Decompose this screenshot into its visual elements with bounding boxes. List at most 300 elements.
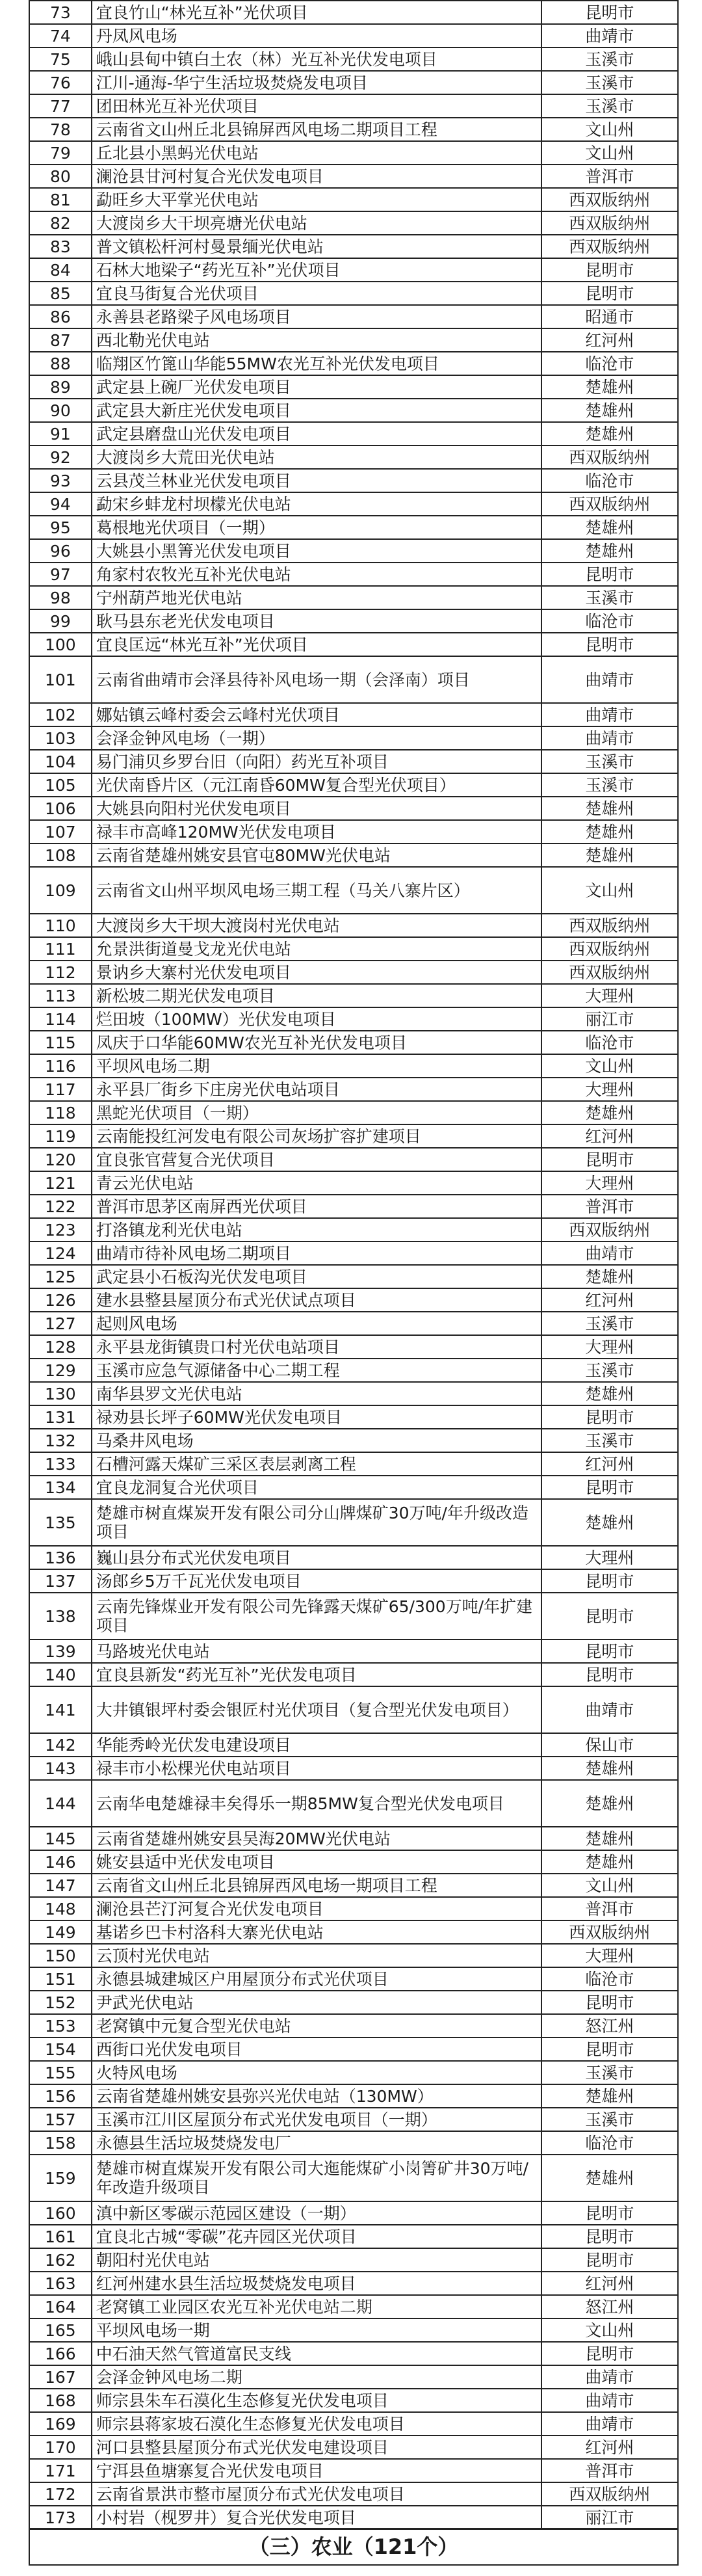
row-number: 164 — [29, 2295, 92, 2318]
table-row — [29, 1827, 678, 1850]
table-row — [29, 24, 678, 47]
table-row — [29, 258, 678, 282]
project-name: 马路坡光伏电站 — [92, 1640, 541, 1663]
project-location: 玉溪市 — [541, 586, 678, 609]
project-name: 楚雄市树直煤炭开发有限公司分山牌煤矿30万吨/年升级改造项目 — [92, 1499, 541, 1546]
table-row — [29, 2389, 678, 2412]
section-table — [29, 2528, 679, 2566]
row-number: 77 — [29, 94, 92, 118]
table-row — [29, 961, 678, 984]
project-name: 尹武光伏电站 — [92, 1991, 541, 2014]
project-location: 楚雄州 — [541, 843, 678, 867]
project-location: 临沧市 — [541, 1031, 678, 1054]
table-row — [29, 1850, 678, 1874]
row-number: 137 — [29, 1569, 92, 1593]
project-location: 楚雄州 — [541, 1265, 678, 1288]
table-row — [29, 399, 678, 422]
project-name: 普洱市思茅区南屏西光伏项目 — [92, 1195, 541, 1218]
table-row — [29, 328, 678, 352]
project-location: 普洱市 — [541, 2459, 678, 2482]
project-location: 曲靖市 — [541, 2412, 678, 2436]
project-name: 永德县城建城区户用屋顶分布式光伏项目 — [92, 1967, 541, 1991]
table-row — [29, 1382, 678, 1405]
project-name: 云南先锋煤业开发有限公司先锋露天煤矿65/300万吨/年扩建项目 — [92, 1593, 541, 1640]
project-name: 朝阳村光伏电站 — [92, 2248, 541, 2272]
table-row — [29, 2108, 678, 2131]
project-name: 起则风电场 — [92, 1312, 541, 1335]
table-row — [29, 1031, 678, 1054]
row-number: 81 — [29, 188, 92, 211]
row-number: 92 — [29, 445, 92, 469]
table-row — [29, 1242, 678, 1265]
project-location: 楚雄州 — [541, 539, 678, 563]
row-number: 99 — [29, 609, 92, 633]
project-name: 滇中新区零碳示范园区建设（一期） — [92, 2201, 541, 2225]
table-row — [29, 141, 678, 165]
table-row — [29, 1405, 678, 1429]
project-name: 师宗县蒋家坡石漠化生态修复光伏发电项目 — [92, 2412, 541, 2436]
project-name: 打洛镇龙利光伏电站 — [92, 1218, 541, 1242]
row-number: 144 — [29, 1780, 92, 1827]
project-name: 老窝镇工业园区农光互补光伏电站二期 — [92, 2295, 541, 2318]
row-number: 155 — [29, 2061, 92, 2084]
project-location: 普洱市 — [541, 1195, 678, 1218]
project-location: 昆明市 — [541, 1405, 678, 1429]
project-location: 文山州 — [541, 1874, 678, 1897]
project-name: 禄劝县长坪子60MW光伏发电项目 — [92, 1405, 541, 1429]
project-name: 老窝镇中元复合型光伏电站 — [92, 2014, 541, 2038]
row-number: 87 — [29, 328, 92, 352]
project-location: 玉溪市 — [541, 1429, 678, 1452]
table-row — [29, 1944, 678, 1967]
project-location: 丽江市 — [541, 2506, 678, 2529]
table-row — [29, 2365, 678, 2389]
project-location: 楚雄州 — [541, 797, 678, 820]
table-row — [29, 1218, 678, 1242]
project-location: 红河州 — [541, 1288, 678, 1312]
row-number: 147 — [29, 1874, 92, 1897]
project-location: 昆明市 — [541, 1663, 678, 1686]
table-row — [29, 71, 678, 94]
project-location: 玉溪市 — [541, 1312, 678, 1335]
table-row — [29, 2459, 678, 2482]
project-name: 大渡岗乡大荒田光伏电站 — [92, 445, 541, 469]
project-name: 云南省文山州平坝风电场三期工程（马关八寨片区） — [92, 867, 541, 914]
row-number: 91 — [29, 422, 92, 445]
project-name: 云南华电楚雄禄丰矣得乐一期85MW复合型光伏发电项目 — [92, 1780, 541, 1827]
table-row — [29, 773, 678, 797]
table-row — [29, 1312, 678, 1335]
table-row — [29, 2248, 678, 2272]
row-number: 123 — [29, 1218, 92, 1242]
project-name: 勐旺乡大平掌光伏电站 — [92, 188, 541, 211]
table-row — [29, 2342, 678, 2365]
table-row — [29, 2038, 678, 2061]
project-location: 玉溪市 — [541, 1359, 678, 1382]
project-location: 昆明市 — [541, 282, 678, 305]
project-location: 玉溪市 — [541, 71, 678, 94]
table-row — [29, 1640, 678, 1663]
row-number: 88 — [29, 352, 92, 375]
project-location: 大理州 — [541, 1171, 678, 1195]
project-name: 宜良北古城“零碳”花卉园区光伏项目 — [92, 2225, 541, 2248]
project-name: 普文镇松杆河村曼景缅光伏电站 — [92, 235, 541, 258]
row-number: 166 — [29, 2342, 92, 2365]
table-row — [29, 563, 678, 586]
project-name: 火特风电场 — [92, 2061, 541, 2084]
row-number: 173 — [29, 2506, 92, 2529]
row-number: 84 — [29, 258, 92, 282]
row-number: 149 — [29, 1920, 92, 1944]
table-row — [29, 1569, 678, 1593]
project-location: 西双版纳州 — [541, 445, 678, 469]
table-row — [29, 633, 678, 656]
project-location: 临沧市 — [541, 469, 678, 492]
project-name: 黑蛇光伏项目（一期） — [92, 1101, 541, 1124]
table-row — [29, 1733, 678, 1757]
project-name: 姚安县适中光伏发电项目 — [92, 1850, 541, 1874]
project-name: 葛根地光伏项目（一期） — [92, 516, 541, 539]
row-number: 136 — [29, 1546, 92, 1569]
table-row — [29, 211, 678, 235]
project-location: 曲靖市 — [541, 1686, 678, 1733]
project-location: 昆明市 — [541, 1593, 678, 1640]
project-name: 勐宋乡蚌龙村坝檬光伏电站 — [92, 492, 541, 516]
row-number: 126 — [29, 1288, 92, 1312]
table-row — [29, 586, 678, 609]
project-name: 永平县厂街乡下庄房光伏电站项目 — [92, 1078, 541, 1101]
project-location: 红河州 — [541, 328, 678, 352]
table-row — [29, 1359, 678, 1382]
project-location: 大理州 — [541, 1078, 678, 1101]
project-location: 红河州 — [541, 2272, 678, 2295]
project-location: 昆明市 — [541, 563, 678, 586]
project-location: 普洱市 — [541, 1897, 678, 1920]
table-row — [29, 2084, 678, 2108]
table-row — [29, 352, 678, 375]
table-row — [29, 1757, 678, 1780]
row-number: 105 — [29, 773, 92, 797]
project-location: 文山州 — [541, 2318, 678, 2342]
table-row — [29, 797, 678, 820]
table-row — [29, 1101, 678, 1124]
project-name: 武定县磨盘山光伏发电项目 — [92, 422, 541, 445]
project-location: 文山州 — [541, 867, 678, 914]
table-row — [29, 656, 678, 703]
project-location: 西双版纳州 — [541, 492, 678, 516]
project-name: 团田林光互补光伏项目 — [92, 94, 541, 118]
project-name: 云南省楚雄州姚安县官屯80MW光伏电站 — [92, 843, 541, 867]
row-number: 121 — [29, 1171, 92, 1195]
project-name: 角家村农牧光互补光伏电站 — [92, 563, 541, 586]
project-location: 楚雄州 — [541, 516, 678, 539]
project-name: 云南省曲靖市会泽县待补风电场一期（会泽南）项目 — [92, 656, 541, 703]
row-number: 83 — [29, 235, 92, 258]
project-name: 丹凤风电场 — [92, 24, 541, 47]
table-row — [29, 539, 678, 563]
project-location: 临沧市 — [541, 2131, 678, 2155]
project-location: 西双版纳州 — [541, 937, 678, 961]
project-location: 昆明市 — [541, 633, 678, 656]
project-name: 云南省景洪市整市屋顶分布式光伏发电项目 — [92, 2482, 541, 2506]
project-location: 楚雄州 — [541, 1780, 678, 1827]
table-row — [29, 1874, 678, 1897]
table-row — [29, 305, 678, 328]
project-name: 宜良马街复合光伏项目 — [92, 282, 541, 305]
project-name: 华能秀岭光伏发电建设项目 — [92, 1733, 541, 1757]
project-location: 昆明市 — [541, 2342, 678, 2365]
row-number: 168 — [29, 2389, 92, 2412]
table-row — [29, 1054, 678, 1078]
table-row — [29, 282, 678, 305]
table-row — [29, 2272, 678, 2295]
project-location: 丽江市 — [541, 1007, 678, 1031]
project-location: 玉溪市 — [541, 94, 678, 118]
project-name: 大渡岗乡大干坝亮塘光伏电站 — [92, 211, 541, 235]
project-location: 红河州 — [541, 1452, 678, 1476]
row-number: 143 — [29, 1757, 92, 1780]
row-number: 104 — [29, 750, 92, 773]
project-location: 西双版纳州 — [541, 1218, 678, 1242]
table-row — [29, 188, 678, 211]
project-name: 西北勒光伏电站 — [92, 328, 541, 352]
project-name: 宁洱县鱼塘寨复合光伏发电项目 — [92, 2459, 541, 2482]
row-number: 159 — [29, 2155, 92, 2201]
table-row — [29, 2506, 678, 2529]
table-row — [29, 1897, 678, 1920]
row-number: 98 — [29, 586, 92, 609]
project-name: 凤庆于口华能60MW农光互补光伏发电项目 — [92, 1031, 541, 1054]
table-row — [29, 937, 678, 961]
project-location: 大理州 — [541, 984, 678, 1007]
project-name: 云顶村光伏电站 — [92, 1944, 541, 1967]
table-row — [29, 1967, 678, 1991]
project-name: 马桑井风电场 — [92, 1429, 541, 1452]
project-name: 云南能投红河发电有限公司灰场扩容扩建项目 — [92, 1124, 541, 1148]
project-name: 南华县罗文光伏电站 — [92, 1382, 541, 1405]
row-number: 75 — [29, 47, 92, 71]
section-title: （三）农业（121个） — [29, 2529, 678, 2565]
row-number: 131 — [29, 1405, 92, 1429]
project-name: 江川-通海-华宁生活垃圾焚烧发电项目 — [92, 71, 541, 94]
row-number: 167 — [29, 2365, 92, 2389]
project-name: 汤郎乡5万千瓦光伏发电项目 — [92, 1569, 541, 1593]
row-number: 117 — [29, 1078, 92, 1101]
table-row — [29, 165, 678, 188]
project-name: 云南省文山州丘北县锦屏西风电场一期项目工程 — [92, 1874, 541, 1897]
row-number: 78 — [29, 118, 92, 141]
project-location: 曲靖市 — [541, 24, 678, 47]
table-row — [29, 1593, 678, 1640]
project-location: 昆明市 — [541, 1569, 678, 1593]
project-name: 建水县整县屋顶分布式光伏试点项目 — [92, 1288, 541, 1312]
row-number: 134 — [29, 1476, 92, 1499]
project-location: 大理州 — [541, 1944, 678, 1967]
row-number: 73 — [29, 1, 92, 24]
project-location: 西双版纳州 — [541, 211, 678, 235]
project-location: 楚雄州 — [541, 1382, 678, 1405]
table-row — [29, 703, 678, 726]
project-name: 景讷乡大寨村光伏发电项目 — [92, 961, 541, 984]
project-name: 澜沧县芒汀河复合光伏发电项目 — [92, 1897, 541, 1920]
project-name: 禄丰市高峰120MW光伏发电项目 — [92, 820, 541, 843]
row-number: 103 — [29, 726, 92, 750]
row-number: 142 — [29, 1733, 92, 1757]
project-name: 会泽金钟风电场（一期） — [92, 726, 541, 750]
row-number: 118 — [29, 1101, 92, 1124]
row-number: 95 — [29, 516, 92, 539]
project-name: 娜姑镇云峰村委会云峰村光伏项目 — [92, 703, 541, 726]
row-number: 114 — [29, 1007, 92, 1031]
table-row — [29, 984, 678, 1007]
project-location: 西双版纳州 — [541, 2482, 678, 2506]
row-number: 130 — [29, 1382, 92, 1405]
row-number: 146 — [29, 1850, 92, 1874]
table-row — [29, 2225, 678, 2248]
project-location: 楚雄州 — [541, 1850, 678, 1874]
project-location: 玉溪市 — [541, 750, 678, 773]
project-name: 云南省楚雄州姚安县吴海20MW光伏电站 — [92, 1827, 541, 1850]
table-row — [29, 1171, 678, 1195]
project-name: 宜良县新发“药光互补”光伏发电项目 — [92, 1663, 541, 1686]
project-location: 昆明市 — [541, 1640, 678, 1663]
row-number: 132 — [29, 1429, 92, 1452]
project-location: 昆明市 — [541, 2201, 678, 2225]
table-row — [29, 2061, 678, 2084]
table-row — [29, 750, 678, 773]
project-location: 楚雄州 — [541, 2084, 678, 2108]
project-name: 易门浦贝乡罗台旧（向阳）药光互补项目 — [92, 750, 541, 773]
project-name: 云县茂兰林业光伏发电项目 — [92, 469, 541, 492]
table-row — [29, 726, 678, 750]
row-number: 112 — [29, 961, 92, 984]
project-location: 西双版纳州 — [541, 235, 678, 258]
row-number: 108 — [29, 843, 92, 867]
table-row — [29, 1007, 678, 1031]
table-row — [29, 1429, 678, 1452]
row-number: 145 — [29, 1827, 92, 1850]
row-number: 133 — [29, 1452, 92, 1476]
project-location: 玉溪市 — [541, 2108, 678, 2131]
row-number: 90 — [29, 399, 92, 422]
row-number: 171 — [29, 2459, 92, 2482]
project-name: 宜良匡远“林光互补”光伏项目 — [92, 633, 541, 656]
project-name: 新松坡二期光伏发电项目 — [92, 984, 541, 1007]
row-number: 161 — [29, 2225, 92, 2248]
project-name: 河口县整县屋顶分布式光伏发电建设项目 — [92, 2436, 541, 2459]
table-row — [29, 1920, 678, 1944]
project-name: 武定县大新庄光伏发电项目 — [92, 399, 541, 422]
project-name: 大渡岗乡大干坝大渡岗村光伏电站 — [92, 914, 541, 937]
row-number: 139 — [29, 1640, 92, 1663]
project-location: 保山市 — [541, 1733, 678, 1757]
row-number: 82 — [29, 211, 92, 235]
project-name: 武定县小石板沟光伏发电项目 — [92, 1265, 541, 1288]
row-number: 156 — [29, 2084, 92, 2108]
row-number: 86 — [29, 305, 92, 328]
project-name: 宜良竹山“林光互补”光伏项目 — [92, 1, 541, 24]
project-location: 临沧市 — [541, 609, 678, 633]
table-row — [29, 516, 678, 539]
row-number: 97 — [29, 563, 92, 586]
project-name: 玉溪市应急气源储备中心二期工程 — [92, 1359, 541, 1382]
table-row — [29, 1078, 678, 1101]
row-number: 85 — [29, 282, 92, 305]
table-row — [29, 118, 678, 141]
table-row — [29, 820, 678, 843]
project-name: 云南省文山州丘北县锦屏西风电场二期项目工程 — [92, 118, 541, 141]
row-number: 157 — [29, 2108, 92, 2131]
project-location: 玉溪市 — [541, 773, 678, 797]
row-number: 165 — [29, 2318, 92, 2342]
project-name: 平坝风电场一期 — [92, 2318, 541, 2342]
table-row — [29, 445, 678, 469]
row-number: 170 — [29, 2436, 92, 2459]
table-row — [29, 1991, 678, 2014]
project-name: 基诺乡巴卡村洛科大寨光伏电站 — [92, 1920, 541, 1944]
row-number: 120 — [29, 1148, 92, 1171]
project-name: 大姚县向阳村光伏发电项目 — [92, 797, 541, 820]
project-location: 昆明市 — [541, 258, 678, 282]
row-number: 148 — [29, 1897, 92, 1920]
table-row — [29, 1335, 678, 1359]
project-location: 曲靖市 — [541, 726, 678, 750]
row-number: 151 — [29, 1967, 92, 1991]
project-location: 西双版纳州 — [541, 1920, 678, 1944]
table-row — [29, 235, 678, 258]
row-number: 127 — [29, 1312, 92, 1335]
project-name: 青云光伏电站 — [92, 1171, 541, 1195]
project-name: 玉溪市江川区屋顶分布式光伏发电项目（一期） — [92, 2108, 541, 2131]
project-location: 普洱市 — [541, 165, 678, 188]
project-location: 西双版纳州 — [541, 188, 678, 211]
project-name: 平坝风电场二期 — [92, 1054, 541, 1078]
project-location: 昆明市 — [541, 2038, 678, 2061]
table-row — [29, 843, 678, 867]
table-row — [29, 1124, 678, 1148]
project-location: 曲靖市 — [541, 2389, 678, 2412]
project-name: 会泽金钟风电场二期 — [92, 2365, 541, 2389]
row-number: 111 — [29, 937, 92, 961]
project-name: 允景洪街道曼戈龙光伏电站 — [92, 937, 541, 961]
row-number: 106 — [29, 797, 92, 820]
table-row — [29, 422, 678, 445]
project-location: 文山州 — [541, 118, 678, 141]
row-number: 169 — [29, 2412, 92, 2436]
row-number: 80 — [29, 165, 92, 188]
row-number: 96 — [29, 539, 92, 563]
row-number: 154 — [29, 2038, 92, 2061]
table-row — [29, 2295, 678, 2318]
table-row — [29, 2201, 678, 2225]
project-location: 临沧市 — [541, 352, 678, 375]
project-location: 西双版纳州 — [541, 914, 678, 937]
table-row — [29, 1452, 678, 1476]
project-location: 楚雄州 — [541, 1101, 678, 1124]
project-name: 宁州葫芦地光伏电站 — [92, 586, 541, 609]
row-number: 94 — [29, 492, 92, 516]
row-number: 141 — [29, 1686, 92, 1733]
row-number: 160 — [29, 2201, 92, 2225]
project-name: 小村岩（枧罗井）复合光伏发电项目 — [92, 2506, 541, 2529]
project-name: 禄丰市小松棵光伏电站项目 — [92, 1757, 541, 1780]
table-row — [29, 2155, 678, 2201]
project-location: 昆明市 — [541, 1991, 678, 2014]
project-location: 曲靖市 — [541, 703, 678, 726]
table-row — [29, 1, 678, 24]
project-location: 玉溪市 — [541, 47, 678, 71]
project-name: 红河州建水县生活垃圾焚烧发电项目 — [92, 2272, 541, 2295]
